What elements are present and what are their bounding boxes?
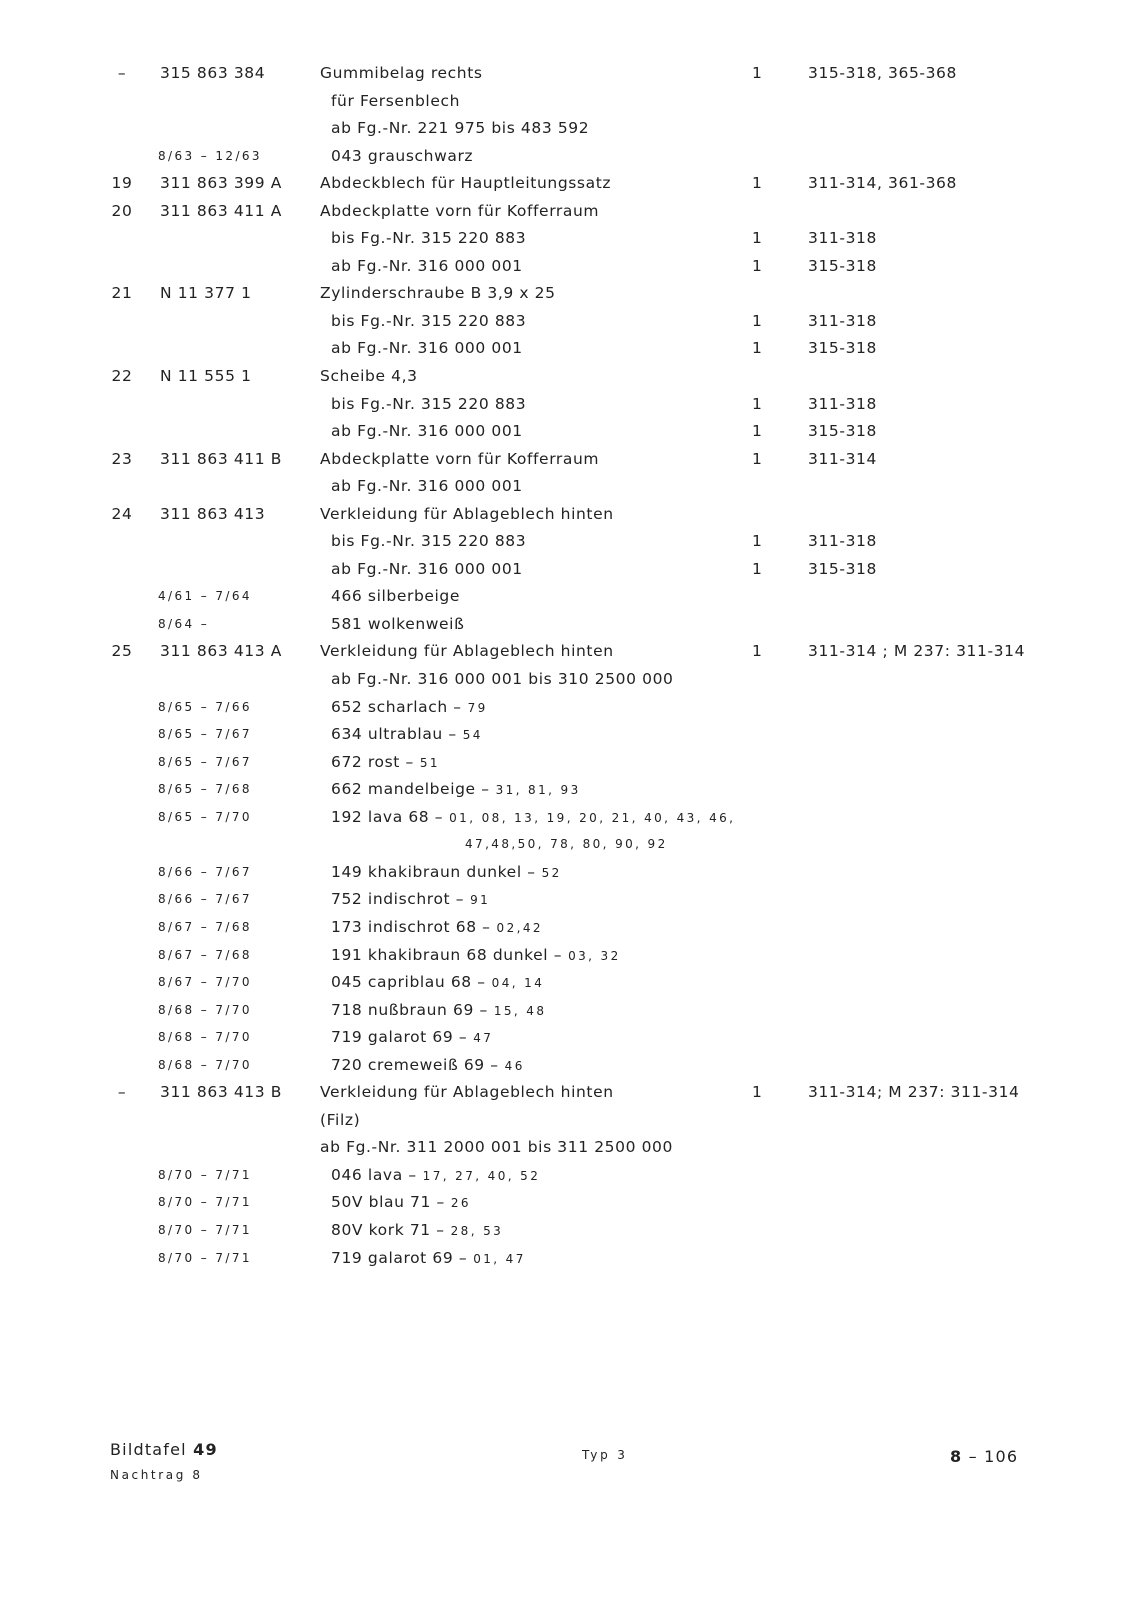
model-codes: 01, 47 — [473, 1251, 526, 1266]
description-text: 719 galarot 69 – — [331, 1248, 468, 1267]
description-text: bis Fg.-Nr. 315 220 883 — [331, 311, 527, 330]
model-codes: 04, 14 — [491, 976, 545, 991]
table-row — [0, 363, 1141, 391]
position-number: 24 — [111, 504, 133, 523]
table-row — [0, 280, 1141, 308]
table-row — [0, 253, 1141, 281]
description-text: ab Fg.-Nr. 311 2000 001 bis 311 2500 000 — [320, 1138, 673, 1157]
description-text: Abdeckblech für Hauptleitungssatz — [320, 174, 612, 193]
description — [320, 170, 611, 198]
table-row — [0, 638, 1141, 666]
table-row — [0, 1079, 1141, 1107]
description — [331, 253, 523, 281]
description — [320, 501, 614, 529]
date-range: 8/70 – 7/71 — [158, 1167, 252, 1182]
model-codes: 91 — [470, 893, 491, 908]
model-applicability: 315-318 — [808, 339, 877, 358]
model-codes: 03, 32 — [568, 948, 621, 963]
model-applicability: 311-314; M 237: 311-314 — [808, 1083, 1020, 1102]
description-text: 752 indischrot – — [331, 890, 465, 909]
model-applicability: 311-314 — [808, 449, 877, 468]
description — [331, 391, 526, 419]
description-text: 718 nußbraun 69 – — [331, 1000, 488, 1019]
position-number: 20 — [111, 201, 133, 220]
table-row — [0, 583, 1141, 611]
description-text: bis Fg.-Nr. 315 220 883 — [331, 532, 527, 551]
quantity: 1 — [752, 559, 763, 578]
page-number-value: 106 — [984, 1447, 1019, 1466]
description — [331, 335, 523, 363]
description-text: 046 lava – — [331, 1165, 417, 1184]
part-number: 311 863 413 A — [160, 642, 282, 661]
model-applicability: 311-318 — [808, 532, 877, 551]
model-codes: 47 — [473, 1031, 494, 1046]
date-range: 8/67 – 7/68 — [158, 947, 252, 962]
date-range: 4/61 – 7/64 — [158, 589, 252, 604]
part-number: 311 863 399 A — [160, 174, 282, 193]
model-codes: 01, 08, 13, 19, 20, 21, 40, 43, 46, — [449, 810, 736, 825]
description-text: 80V kork 71 – — [331, 1220, 445, 1239]
description — [331, 473, 523, 501]
table-row — [0, 1189, 1141, 1217]
quantity: 1 — [752, 256, 763, 275]
description-text: 173 indischrot 68 – — [331, 917, 491, 936]
model-codes: 52 — [541, 865, 562, 880]
description-text: 719 galarot 69 – — [331, 1028, 468, 1047]
table-row — [0, 1024, 1141, 1052]
description-text: ab Fg.-Nr. 316 000 001 bis 310 2500 000 — [331, 670, 674, 689]
position-number: – — [117, 64, 127, 82]
table-row — [0, 143, 1141, 171]
quantity: 1 — [752, 642, 763, 661]
table-row — [0, 1162, 1141, 1190]
table-row — [0, 528, 1141, 556]
part-number: 315 863 384 — [160, 64, 266, 82]
description — [320, 446, 599, 474]
description-text: Abdeckplatte vorn für Kofferraum — [320, 449, 600, 468]
description — [331, 225, 526, 253]
description-text: Abdeckplatte vorn für Kofferraum — [320, 201, 600, 220]
description — [331, 143, 473, 171]
description — [331, 418, 523, 446]
model-codes: 02,42 — [496, 920, 543, 935]
description-text: 662 mandelbeige – — [331, 780, 490, 799]
description-text: 720 cremeweiß 69 – — [331, 1055, 499, 1074]
model-codes: 31, 81, 93 — [495, 783, 581, 798]
table-row — [0, 225, 1141, 253]
description — [331, 88, 460, 116]
description-text: Verkleidung für Ablageblech hinten — [320, 1083, 614, 1102]
table-row — [0, 308, 1141, 336]
table-row — [0, 335, 1141, 363]
description — [331, 1189, 471, 1218]
part-number: N 11 555 1 — [160, 367, 252, 386]
description — [320, 363, 418, 391]
code-continuation: 47,48,50, 78, 80, 90, 92 — [465, 837, 668, 852]
date-range: 8/68 – 7/70 — [158, 1030, 252, 1045]
description-text: 50V blau 71 – — [331, 1193, 445, 1212]
description — [331, 528, 526, 556]
date-range: 8/66 – 7/67 — [158, 864, 252, 879]
description-text: Verkleidung für Ablageblech hinten — [320, 504, 614, 523]
position-number: 21 — [111, 284, 133, 303]
table-row — [0, 942, 1141, 970]
model-codes: 28, 53 — [450, 1223, 504, 1238]
table-row — [0, 88, 1141, 116]
page-dash: – — [968, 1447, 978, 1466]
description-text: 191 khakibraun 68 dunkel – — [331, 945, 563, 964]
plate-number: 49 — [193, 1440, 218, 1459]
plate-label-text: Bildtafel — [110, 1440, 187, 1459]
description-text: 581 wolkenweiß — [331, 614, 465, 633]
date-range: 8/70 – 7/71 — [158, 1195, 252, 1210]
description — [331, 556, 523, 584]
table-row — [0, 749, 1141, 777]
model-applicability: 315-318 — [808, 559, 877, 578]
plate-label — [110, 1440, 218, 1459]
table-row — [0, 804, 1141, 832]
date-range: 8/63 – 12/63 — [158, 148, 262, 163]
quantity: 1 — [752, 229, 763, 248]
table-row — [0, 115, 1141, 143]
model-codes: 51 — [419, 755, 440, 770]
model-codes: 15, 48 — [493, 1003, 547, 1018]
supplement-label: Nachtrag 8 — [110, 1468, 203, 1482]
table-row — [0, 473, 1141, 501]
table-row — [0, 831, 1141, 859]
description — [320, 638, 614, 666]
table-row — [0, 501, 1141, 529]
description-text: Zylinderschraube B 3,9 x 25 — [320, 284, 556, 303]
quantity: 1 — [752, 449, 763, 468]
model-codes: 17, 27, 40, 52 — [422, 1168, 541, 1183]
table-row — [0, 418, 1141, 446]
description-text: ab Fg.-Nr. 316 000 001 — [331, 422, 523, 441]
model-codes: 54 — [462, 728, 483, 743]
description-text: ab Fg.-Nr. 316 000 001 — [331, 477, 523, 496]
date-range: 8/67 – 7/70 — [158, 975, 252, 990]
model-codes: 79 — [467, 700, 488, 715]
date-range: 8/65 – 7/66 — [158, 699, 252, 714]
description — [320, 198, 599, 226]
model-applicability: 315-318, 365-368 — [808, 64, 957, 82]
date-range: 8/68 – 7/70 — [158, 1002, 252, 1017]
model-applicability: 315-318 — [808, 256, 877, 275]
table-row — [0, 391, 1141, 419]
model-applicability: 311-318 — [808, 229, 877, 248]
table-row — [0, 1245, 1141, 1273]
description-text: Scheibe 4,3 — [320, 367, 418, 386]
description-text: ab Fg.-Nr. 316 000 001 — [331, 339, 523, 358]
description-text: 149 khakibraun dunkel – — [331, 862, 536, 881]
part-number: 311 863 413 B — [160, 1083, 282, 1102]
date-range: 8/68 – 7/70 — [158, 1057, 252, 1072]
date-range: 8/65 – 7/70 — [158, 809, 252, 824]
description-text: Gummibelag rechts — [320, 64, 483, 82]
quantity: 1 — [752, 394, 763, 413]
parts-table — [0, 60, 1141, 1272]
date-range: 8/70 – 7/71 — [158, 1250, 252, 1265]
description-text: für Fersenblech — [331, 91, 461, 110]
table-row — [0, 694, 1141, 722]
model-applicability: 311-318 — [808, 311, 877, 330]
description-text: 652 scharlach – — [331, 697, 462, 716]
date-range: 8/70 – 7/71 — [158, 1222, 252, 1237]
description-text: ab Fg.-Nr. 221 975 bis 483 592 — [331, 119, 590, 138]
table-row — [0, 60, 1141, 88]
quantity: 1 — [752, 422, 763, 441]
description — [320, 1134, 673, 1162]
part-number: 311 863 413 — [160, 504, 266, 523]
table-row — [0, 997, 1141, 1025]
description — [320, 60, 483, 88]
description-text: (Filz) — [320, 1110, 361, 1129]
part-number: 311 863 411 B — [160, 449, 282, 468]
description — [331, 1217, 503, 1246]
description-text: 634 ultrablau – — [331, 725, 457, 744]
description — [331, 583, 460, 611]
description — [320, 1079, 614, 1107]
date-range: 8/66 – 7/67 — [158, 892, 252, 907]
description-text: bis Fg.-Nr. 315 220 883 — [331, 394, 527, 413]
position-number: 25 — [111, 642, 133, 661]
description — [331, 694, 488, 723]
description — [331, 914, 543, 943]
description — [331, 666, 674, 694]
description-text: 672 rost – — [331, 752, 414, 771]
description — [331, 804, 735, 833]
description — [320, 280, 556, 308]
table-row — [0, 1217, 1141, 1245]
description — [331, 997, 546, 1026]
quantity: 1 — [752, 1083, 763, 1102]
table-row — [0, 914, 1141, 942]
position-number: – — [117, 1083, 127, 1102]
description — [331, 942, 621, 971]
description — [331, 721, 483, 750]
table-row — [0, 859, 1141, 887]
description-text: bis Fg.-Nr. 315 220 883 — [331, 229, 527, 248]
table-row — [0, 776, 1141, 804]
model-applicability: 311-314, 361-368 — [808, 174, 957, 193]
description — [331, 1245, 526, 1274]
table-row — [0, 886, 1141, 914]
table-row — [0, 1134, 1141, 1162]
quantity: 1 — [752, 174, 763, 193]
position-number: 22 — [111, 367, 133, 386]
description-text: 043 grauschwarz — [331, 146, 474, 165]
part-number: N 11 377 1 — [160, 284, 252, 303]
table-row — [0, 446, 1141, 474]
description-text: Verkleidung für Ablageblech hinten — [320, 642, 614, 661]
quantity: 1 — [752, 311, 763, 330]
description — [331, 308, 526, 336]
description-text: ab Fg.-Nr. 316 000 001 — [331, 559, 523, 578]
model-applicability: 311-314 ; M 237: 311-314 — [808, 642, 1026, 661]
page-section: 8 — [950, 1447, 963, 1466]
table-row — [0, 721, 1141, 749]
description — [320, 1107, 360, 1135]
description — [331, 1024, 493, 1053]
quantity: 1 — [752, 532, 763, 551]
description — [331, 886, 490, 915]
description — [331, 115, 589, 143]
quantity: 1 — [752, 339, 763, 358]
description-text: ab Fg.-Nr. 316 000 001 — [331, 256, 523, 275]
description-text: 466 silberbeige — [331, 587, 461, 606]
table-row — [0, 611, 1141, 639]
description-text: 045 capriblau 68 – — [331, 973, 486, 992]
description — [331, 1052, 525, 1081]
model-codes: 26 — [450, 1196, 471, 1211]
model-codes: 46 — [504, 1058, 525, 1073]
table-row — [0, 556, 1141, 584]
description — [331, 611, 464, 639]
date-range: 8/65 – 7/67 — [158, 727, 252, 742]
type-label: Typ 3 — [582, 1448, 628, 1462]
date-range: 8/67 – 7/68 — [158, 919, 252, 934]
table-row — [0, 198, 1141, 226]
model-applicability: 315-318 — [808, 422, 877, 441]
description — [331, 776, 581, 805]
description — [331, 969, 544, 998]
date-range: 8/64 – — [158, 616, 210, 631]
table-row — [0, 1107, 1141, 1135]
position-number: 19 — [111, 174, 133, 193]
description — [331, 859, 562, 888]
date-range: 8/65 – 7/67 — [158, 754, 252, 769]
page-number — [950, 1447, 1018, 1466]
description — [331, 1162, 540, 1191]
table-row — [0, 666, 1141, 694]
part-number: 311 863 411 A — [160, 201, 282, 220]
model-applicability: 311-318 — [808, 394, 877, 413]
description — [331, 749, 440, 778]
table-row — [0, 1052, 1141, 1080]
position-number: 23 — [111, 449, 133, 468]
date-range: 8/65 – 7/68 — [158, 782, 252, 797]
description-text: 192 lava 68 – — [331, 807, 444, 826]
quantity: 1 — [752, 64, 763, 82]
table-row — [0, 969, 1141, 997]
table-row — [0, 170, 1141, 198]
